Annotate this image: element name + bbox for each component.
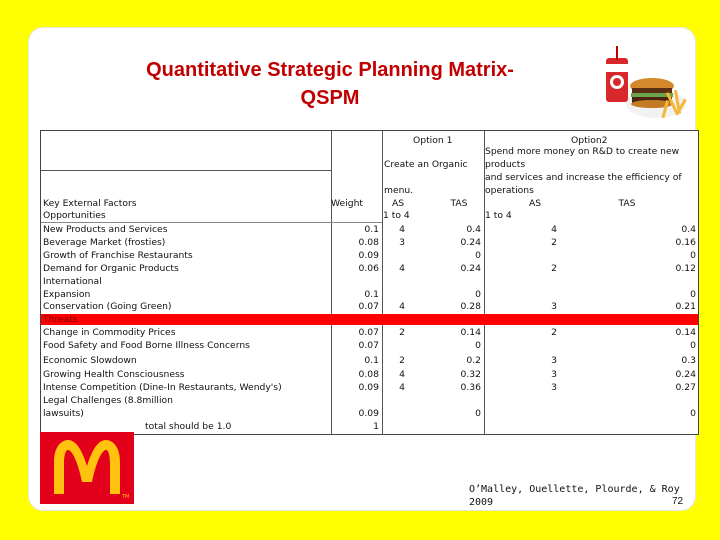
option2-as: 3 (551, 382, 557, 393)
total-weight: 1 (373, 421, 379, 432)
factor-weight: 0.06 (358, 263, 379, 274)
col-header-as-2: AS (528, 198, 542, 209)
option1-label: Option 1 (413, 135, 453, 146)
option1-tas: 0 (475, 408, 481, 419)
factor-label: International (43, 276, 102, 287)
slide-title-line2: QSPM (300, 87, 360, 109)
factor-weight: 0.1 (364, 355, 379, 366)
factor-weight: 0.07 (358, 327, 379, 338)
option1-as: 4 (399, 382, 405, 393)
option1-as: 4 (399, 224, 405, 235)
option1-as: 4 (399, 263, 405, 274)
option1-as: 4 (399, 369, 405, 380)
option1-as: 2 (399, 327, 405, 338)
col-header-tas-2: TAS (618, 198, 636, 209)
factor-label: Expansion (43, 289, 91, 300)
option1-tas: 0.32 (460, 369, 481, 380)
slide-title-line1: Quantitative Strategic Planning Matrix- (146, 59, 514, 81)
factor-label: Beverage Market (frosties) (43, 237, 166, 248)
option2-label: Option2 (571, 135, 608, 146)
factor-label: Growing Health Consciousness (43, 369, 185, 380)
factor-weight: 0.07 (358, 340, 379, 351)
option2-as: 2 (551, 327, 557, 338)
threats-band (41, 314, 698, 325)
factor-label: Demand for Organic Products (43, 263, 179, 274)
option1-desc-line2: menu. (384, 185, 414, 196)
option2-as: 3 (551, 369, 557, 380)
col-header-weight: Weight (331, 198, 364, 209)
col-header-tas-1: TAS (450, 198, 468, 209)
option2-desc-line2: products (485, 159, 526, 170)
option2-tas: 0.14 (675, 327, 696, 338)
scale-option2: 1 to 4 (485, 210, 512, 221)
factor-weight: 0.1 (364, 289, 379, 300)
wendys-meal-photo (598, 42, 688, 124)
grid-line (41, 222, 382, 223)
section-threats: Threats (43, 314, 78, 325)
option2-as: 3 (551, 301, 557, 312)
option1-tas: 0 (475, 250, 481, 261)
factor-weight: 0.09 (358, 250, 379, 261)
factor-weight: 0.07 (358, 301, 379, 312)
factor-label: Growth of Franchise Restaurants (43, 250, 193, 261)
factor-label: New Products and Services (43, 224, 168, 235)
page-number: 72 (672, 496, 684, 507)
factor-label: Conservation (Going Green) (43, 301, 172, 312)
option1-as: 2 (399, 355, 405, 366)
option1-tas: 0.2 (466, 355, 481, 366)
option2-tas: 0 (690, 408, 696, 419)
factor-label: Economic Slowdown (43, 355, 137, 366)
option1-desc-line1: Create an Organic (384, 159, 468, 170)
col-header-as-1: AS (391, 198, 405, 209)
col-header-key-factors: Key External Factors (43, 198, 137, 209)
option2-tas: 0.3 (681, 355, 696, 366)
option1-tas: 0.4 (466, 224, 481, 235)
factor-weight: 0.08 (358, 237, 379, 248)
option2-tas: 0.27 (675, 382, 696, 393)
option2-tas: 0 (690, 289, 696, 300)
factor-weight: 0.08 (358, 369, 379, 380)
factor-label: lawsuits) (43, 408, 84, 419)
grid-line (41, 170, 331, 171)
option2-tas: 0 (690, 250, 696, 261)
qspm-table (40, 130, 699, 435)
option2-tas: 0.12 (675, 263, 696, 274)
option1-as: 3 (399, 237, 405, 248)
factor-label: Legal Challenges (8.8million (43, 395, 173, 406)
option2-desc-line4: operations (485, 185, 534, 196)
factor-label: Food Safety and Food Borne Illness Concerns (43, 340, 250, 351)
total-label: total should be 1.0 (145, 421, 232, 432)
option1-tas: 0.24 (460, 263, 481, 274)
option1-tas: 0.28 (460, 301, 481, 312)
factor-label: Change in Commodity Prices (43, 327, 176, 338)
option2-desc-line1: Spend more money on R&D to create new (485, 146, 680, 157)
scale-option1: 1 to 4 (383, 210, 410, 221)
option2-as: 2 (551, 263, 557, 274)
option2-desc-line3: and services and increase the efficiency of (485, 172, 682, 183)
option2-tas: 0.4 (681, 224, 696, 235)
option1-tas: 0 (475, 289, 481, 300)
option1-tas: 0.36 (460, 382, 481, 393)
citation (469, 483, 680, 509)
option1-tas: 0.24 (460, 237, 481, 248)
option1-as: 4 (399, 301, 405, 312)
option1-tas: 0.14 (460, 327, 481, 338)
citation-line1: O’Malley, Ouellette, Plourde, & Roy (469, 484, 680, 495)
svg-text:TM: TM (122, 494, 130, 500)
factor-label: Intense Competition (Dine-In Restaurants, Wendy's) (43, 382, 282, 393)
option2-as: 2 (551, 237, 557, 248)
factor-weight: 0.09 (358, 408, 379, 419)
option2-tas: 0.24 (675, 369, 696, 380)
option2-as: 4 (551, 224, 557, 235)
option2-tas: 0 (690, 340, 696, 351)
mcdonalds-logo (40, 432, 134, 504)
factor-weight: 0.09 (358, 382, 379, 393)
option2-tas: 0.16 (675, 237, 696, 248)
option1-tas: 0 (475, 340, 481, 351)
section-opportunities: Opportunities (43, 210, 106, 221)
option2-as: 3 (551, 355, 557, 366)
citation-line2: 2009 (469, 497, 494, 508)
option2-tas: 0.21 (675, 301, 696, 312)
factor-weight: 0.1 (364, 224, 379, 235)
